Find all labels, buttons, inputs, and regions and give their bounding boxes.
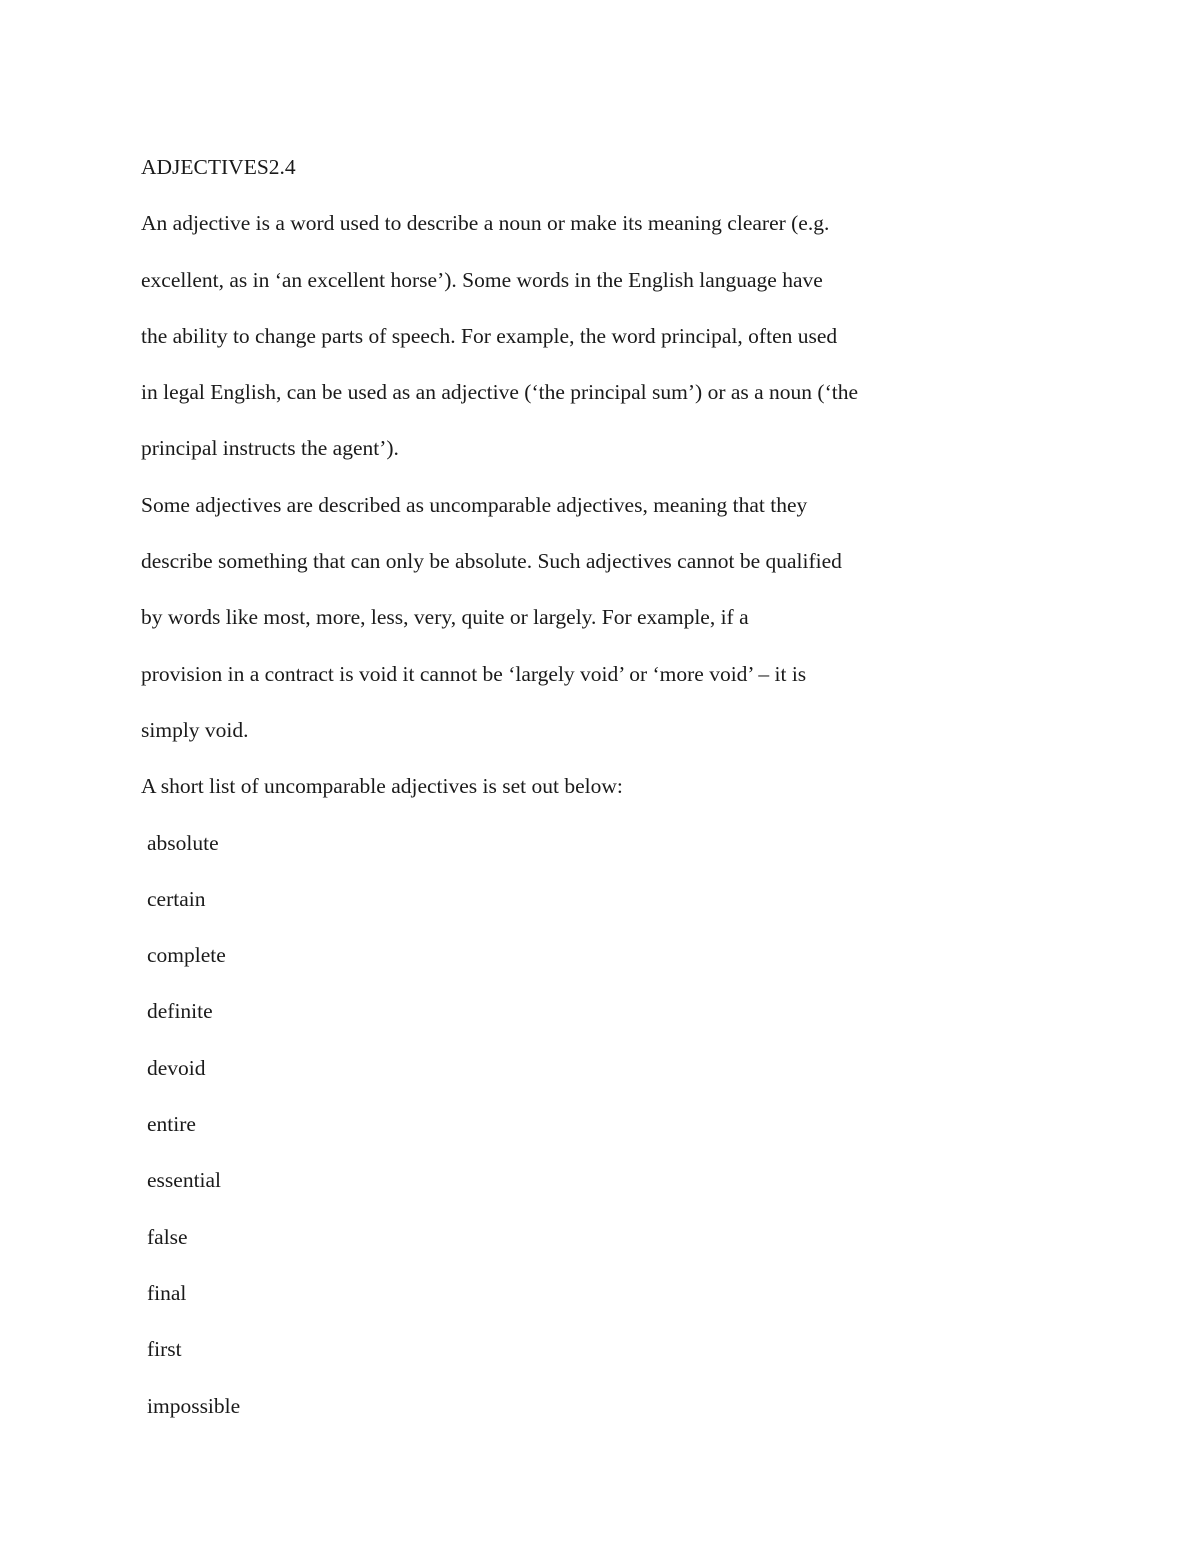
paragraph-line: An adjective is a word used to describe a noun or make its meaning clearer (e.g. <box>141 211 830 236</box>
list-item: certain <box>147 886 206 911</box>
paragraph-line: provision in a contract is void it cannot be ‘largely void’ or ‘more void’ – it is <box>141 661 807 686</box>
list-item: false <box>147 1224 188 1249</box>
paragraph-1 <box>141 195 1041 476</box>
document-body <box>141 139 1041 1434</box>
list-item: definite <box>147 999 213 1024</box>
list-item: absolute <box>147 830 219 855</box>
paragraph-line: Some adjectives are described as uncomparable adjectives, meaning that they <box>141 492 808 517</box>
list-item: impossible <box>147 1393 241 1418</box>
paragraph-2 <box>141 477 1041 758</box>
paragraph-line: in legal English, can be used as an adjective (‘the principal sum’) or as a noun (‘the <box>141 380 859 405</box>
list-intro: A short list of uncomparable adjectives is set out below: <box>141 774 623 799</box>
list-item: final <box>147 1280 187 1305</box>
paragraph-line: by words like most, more, less, very, quite or largely. For example, if a <box>141 605 749 630</box>
list-item: essential <box>147 1168 222 1193</box>
adjective-list <box>141 815 1041 1434</box>
paragraph-line: excellent, as in ‘an excellent horse’). Some words in the English language have <box>141 267 823 292</box>
paragraph-line: the ability to change parts of speech. For example, the word principal, often used <box>141 323 838 348</box>
paragraph-line: describe something that can only be absolute. Such adjectives cannot be qualified <box>141 549 842 574</box>
paragraph-line: principal instructs the agent’). <box>141 436 399 461</box>
list-item: entire <box>147 1112 196 1137</box>
list-item: devoid <box>147 1055 206 1080</box>
paragraph-line: simply void. <box>141 717 249 742</box>
document-heading: ADJECTIVES2.4 <box>141 155 296 179</box>
list-item: first <box>147 1337 182 1362</box>
list-item: complete <box>147 943 226 968</box>
